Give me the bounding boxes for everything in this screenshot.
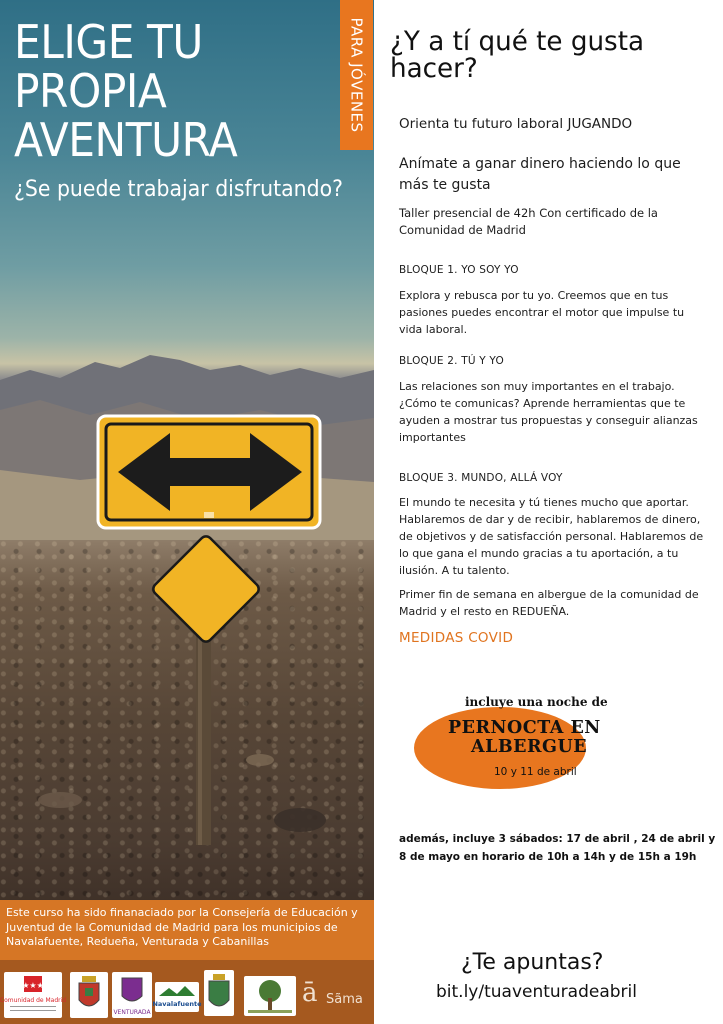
bloque-3-text: El mundo te necesita y tú tienes mucho que aportar. Hablaremos de dar y de recibir, hablaremos de dinero, de objetivos y de satisfacción personal. Hablaremos de lo que gana el mundo gracias a tu aportación, a tu ilusión. A tu talento. [399,496,704,577]
logo-comunidad-madrid [0,972,67,1018]
title-line-1: ELIGE TU [14,15,203,69]
svg-text:Navalafuente: Navalafuente [152,1000,202,1008]
headline-question-line-2: hacer? [390,53,478,84]
animate-text: Anímate a ganar dinero haciendo lo que más te gusta [399,156,681,193]
pernocta-dates: 10 y 11 de abril [494,766,577,778]
logo-navalafuente [152,982,202,1012]
sponsor-logos-bar [0,960,374,1024]
pernocta-intro: incluye una noche de [465,695,608,709]
covid-measures-link[interactable]: MEDIDAS COVID [399,630,514,646]
signup-question: ¿Te apuntas? [461,950,604,975]
pernocta-line-2: ALBERGUE [471,737,588,757]
bloque-1-title: BLOQUE 1. YO SOY YO [399,264,519,276]
orienta-text: Orienta tu futuro laboral JUGANDO [399,116,633,132]
taller-text: Taller presencial de 42h Con certificado de la Comunidad de Madrid [399,206,658,237]
logo-escudo-1 [70,972,108,1018]
headline-question [390,28,710,82]
funding-notice: Este curso ha sido finanaciado por la Consejería de Educación y Juventud de la Comunidad de Madrid para los municipios de Navalafuente, Redueña, Venturada y Cabanillas [0,900,374,960]
bloque-2-text: Las relaciones son muy importantes en el trabajo. ¿Cómo te comunicas? Aprende herramientas que te ayuden a mostrar tus propuestas y conseguir alianzas importantes [399,380,698,444]
diamond-sign [151,534,261,644]
logo-venturada [112,972,152,1018]
signup-link[interactable]: bit.ly/tuaventuradeabril [436,982,637,1002]
pernocta-title [448,719,648,757]
svg-text:Comunidad de Madrid: Comunidad de Madrid [0,997,67,1004]
pernocta-badge [414,695,654,795]
right-text-panel [374,0,723,1024]
title-line-2: PROPIA [14,64,167,118]
headline-question-line-1: ¿Y a tí qué te gusta [390,26,645,57]
bloque-2-title: BLOQUE 2. TÚ Y YO [399,355,504,367]
bloque-3-title: BLOQUE 3. MUNDO, ALLÁ VOY [399,472,563,484]
logo-arbol [244,976,296,1016]
title-line-3: AVENTURA [14,113,238,167]
svg-text:VENTURADA: VENTURADA [113,1009,151,1016]
logo-escudo-2 [204,970,234,1016]
audience-tag-label: PARA JÓVENES [347,17,366,133]
pernocta-line-1: PERNOCTA EN [448,718,601,738]
logo-sama: ā Sãma [302,978,363,1008]
svg-text:★★★: ★★★ [22,981,44,990]
poster-subtitle: ¿Se puede trabajar disfrutando? [14,177,344,202]
saturdays-schedule: además, incluye 3 sábados: 17 de abril , 24 de abril y 8 de mayo en horario de 10h a 14h y de 15h a 19h [399,833,716,863]
primer-fin-text: Primer fin de semana en albergue de la comunidad de Madrid y el resto en REDUEÑA. [399,588,699,618]
bloque-1-text: Explora y rebusca por tu yo. Creemos que en tus pasiones puedes encontrar el motor que impulse tu vida laboral. [399,289,685,336]
